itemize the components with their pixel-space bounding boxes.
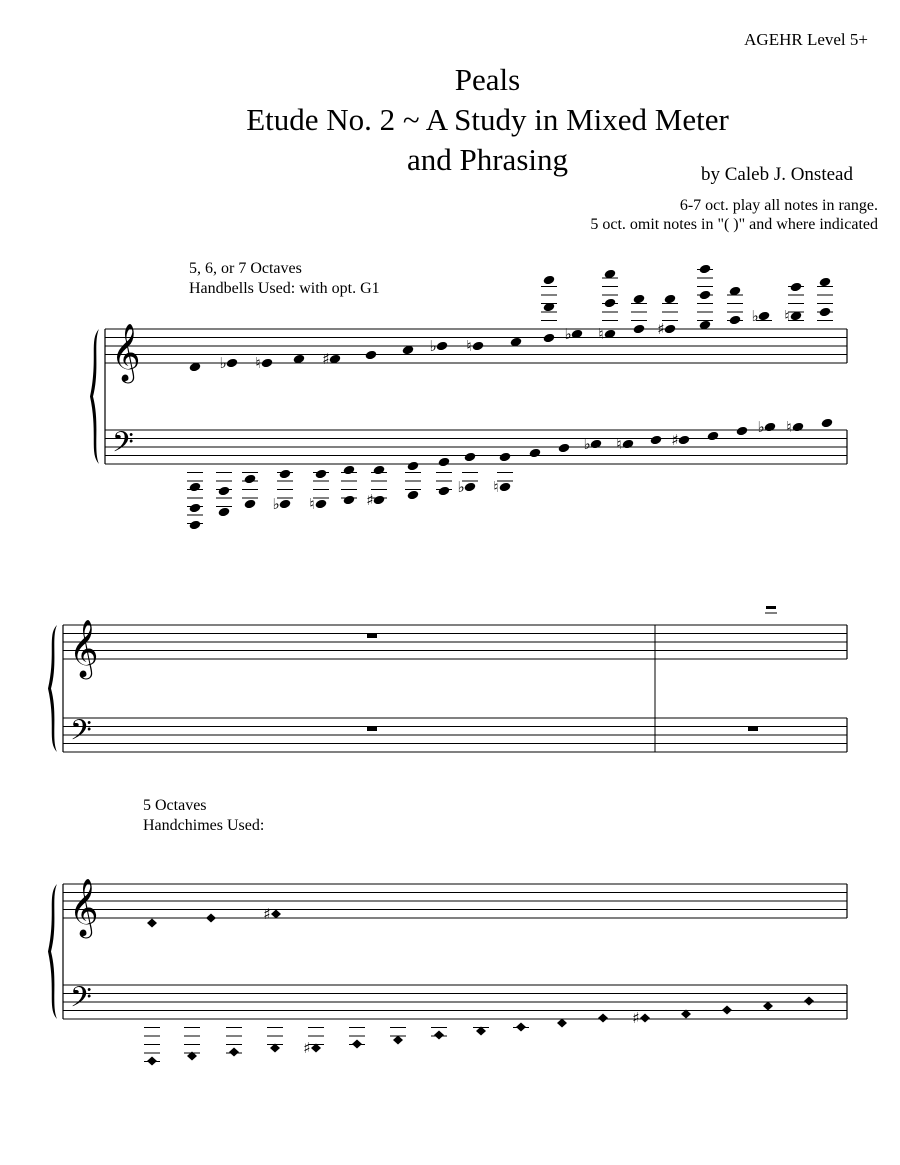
accidental-s: ♯ [322, 350, 330, 368]
bass-chime-note [393, 1036, 403, 1045]
bass-note [279, 469, 292, 480]
bass-note [189, 482, 202, 493]
accidental-b: ♭ [219, 354, 227, 372]
bass-note [622, 439, 635, 450]
accidental-b: ♭ [757, 418, 765, 436]
bass-note [315, 499, 328, 510]
bass-note [650, 435, 663, 446]
bass-chime-note [352, 1040, 362, 1049]
accidental-n: ♮ [255, 354, 261, 372]
bass-chime-note [722, 1006, 732, 1015]
bass-chime-note [763, 1002, 773, 1011]
bass-note [343, 495, 356, 506]
section1-octaves: 5, 6, or 7 Octaves [189, 260, 302, 277]
treble-note [633, 324, 646, 335]
treble-clef-icon: 𝄞 [69, 878, 99, 936]
brace-1 [90, 329, 99, 464]
bass-clef-icon: 𝄢 [70, 714, 92, 754]
bass-note [736, 426, 749, 437]
title-line-2: Etude No. 2 ~ A Study in Mixed Meter [246, 102, 729, 137]
treble-note [664, 294, 677, 305]
accidental-n: ♮ [598, 325, 604, 343]
treble-note [226, 358, 239, 369]
accidental-n: ♮ [466, 337, 472, 355]
bass-note [438, 486, 451, 497]
bass-note [373, 465, 386, 476]
brace-2 [48, 625, 57, 752]
title-line-3: and Phrasing [406, 142, 568, 177]
treble-note [472, 341, 485, 352]
accidental-b: ♭ [457, 478, 465, 496]
treble-chime-note [147, 919, 157, 928]
bass-chime-note [516, 1023, 526, 1032]
whole-rest-treble-2 [766, 606, 776, 609]
bass-note [218, 486, 231, 497]
bass-note [464, 452, 477, 463]
accidental-n: ♮ [786, 418, 792, 436]
accidental-s: ♯ [657, 320, 665, 338]
accidental-n: ♮ [493, 478, 499, 496]
bass-note [529, 448, 542, 459]
whole-rest-bass-2 [748, 727, 758, 732]
treble-note [758, 311, 771, 322]
accidental-sharp: ♯ [263, 905, 271, 923]
accidental-n: ♮ [309, 495, 315, 513]
accidental-sharp: ♯ [303, 1039, 311, 1057]
section2-octaves: 5 Octaves [143, 797, 207, 814]
treble-note [664, 324, 677, 335]
bass-note [792, 422, 805, 433]
bass-chime-note [434, 1031, 444, 1040]
whole-rest-treble [367, 634, 377, 639]
treble-note [543, 333, 556, 344]
bass-chime-note [640, 1014, 650, 1023]
bass-chime-note [557, 1019, 567, 1028]
accidental-b: ♭ [429, 337, 437, 355]
accidental-b: ♭ [583, 435, 591, 453]
treble-chime-note [206, 914, 216, 923]
bass-note [499, 452, 512, 463]
treble-note [365, 350, 378, 361]
treble-note [543, 275, 556, 286]
accidental-b: ♭ [272, 495, 280, 513]
accidental-n: ♮ [616, 435, 622, 453]
treble-note [436, 341, 449, 352]
treble-clef-icon: 𝄞 [111, 323, 141, 381]
brace-3 [48, 884, 57, 1019]
treble-clef-icon: 𝄞 [69, 619, 99, 677]
treble-note [819, 277, 832, 288]
accidental-b: ♭ [751, 307, 759, 325]
section1-bells-used: Handbells Used: with opt. G1 [189, 280, 380, 297]
bass-note [821, 418, 834, 429]
bass-clef-icon: 𝄢 [112, 426, 134, 466]
bass-note [189, 503, 202, 514]
bass-note [244, 474, 257, 485]
bass-note [244, 499, 257, 510]
bass-note [499, 482, 512, 493]
accidental-b: ♭ [564, 325, 572, 343]
accidental-sharp: ♯ [632, 1009, 640, 1027]
treble-note [790, 282, 803, 293]
section2-chimes-used: Handchimes Used: [143, 817, 265, 834]
treble-note [633, 294, 646, 305]
bass-note [218, 507, 231, 518]
bass-note [407, 461, 420, 472]
accidental-s: ♯ [671, 431, 679, 449]
range-note-1: 6-7 oct. play all notes in range. [679, 197, 878, 214]
bass-note [315, 469, 328, 480]
treble-chime-note [271, 910, 281, 919]
whole-rest-bass [367, 727, 377, 732]
bass-chime-note [147, 1057, 157, 1066]
bass-note [189, 520, 202, 531]
bass-note [343, 465, 356, 476]
bass-note [464, 482, 477, 493]
bass-chime-note [804, 997, 814, 1006]
accidental-s: ♯ [366, 491, 374, 509]
level-label: AGEHR Level 5+ [744, 30, 868, 49]
composer: by Caleb J. Onstead [701, 164, 853, 185]
bass-note [438, 457, 451, 468]
bass-note [558, 443, 571, 454]
bass-note [707, 431, 720, 442]
bass-note [764, 422, 777, 433]
treble-note [261, 358, 274, 369]
bass-note [407, 490, 420, 501]
bass-chime-note [229, 1048, 239, 1057]
bass-note [678, 435, 691, 446]
title-line-1: Peals [454, 62, 521, 97]
bass-note [279, 499, 292, 510]
accidental-n: ♮ [784, 307, 790, 325]
bass-note [373, 495, 386, 506]
range-note-2: 5 oct. omit notes in "( )" and where indicated [590, 216, 878, 233]
bass-note [590, 439, 603, 450]
bass-clef-icon: 𝄢 [70, 981, 92, 1021]
treble-note [699, 264, 712, 275]
bass-chime-note [598, 1014, 608, 1023]
